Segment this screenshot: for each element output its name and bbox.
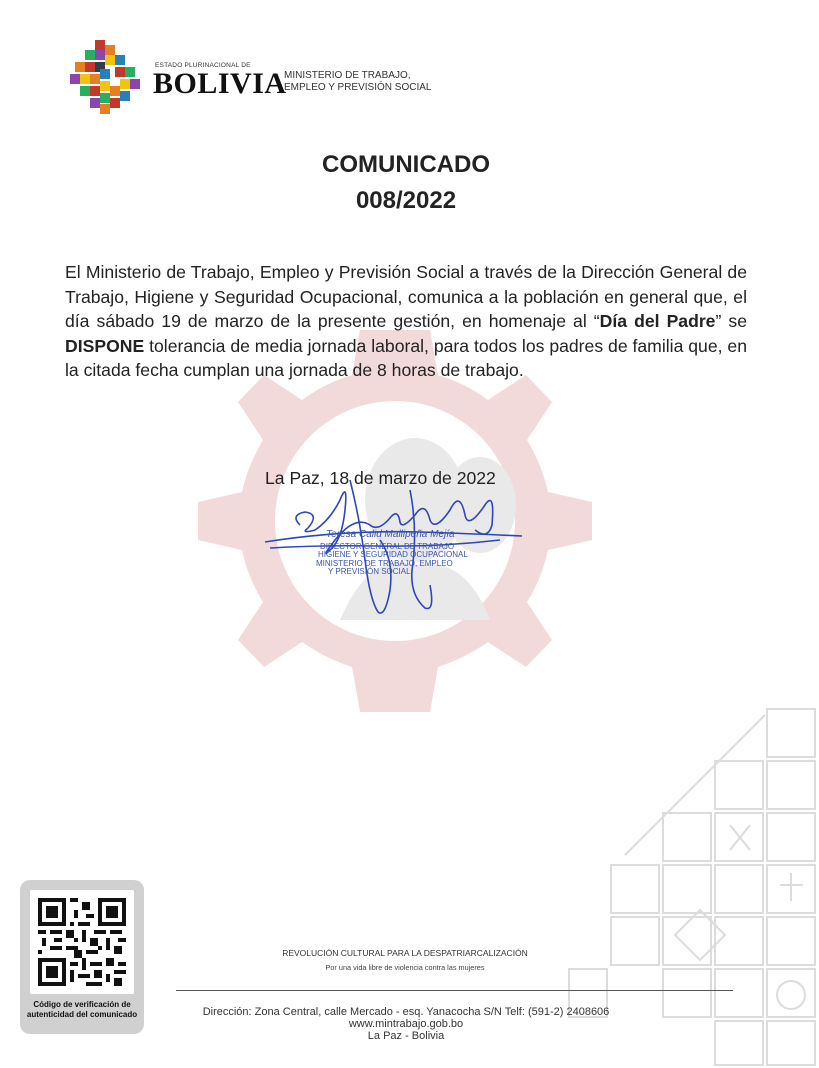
stamp-line3: MINISTERIO DE TRABAJO, EMPLEO xyxy=(316,558,453,568)
footer-website[interactable]: www.mintrabajo.gob.bo xyxy=(348,1018,464,1030)
stamp-line2: HIGIENE Y SEGURIDAD OCUPACIONAL xyxy=(318,550,468,559)
body-text-part2: ” se xyxy=(715,311,747,331)
qr-verification-caption xyxy=(20,1000,144,1020)
document-number: 008/2022 xyxy=(355,187,457,214)
qr-code[interactable] xyxy=(38,898,126,986)
footer-address: Dirección: Zona Central, calle Mercado - esq. Yanacocha S/N Telf: (591-2) 2408606 xyxy=(202,1006,610,1018)
body-text-part3: tolerancia de media jornada laboral, para todos los padres de familia que, en la citada fecha cumplan una jornada de 8 horas de trabajo. xyxy=(65,335,747,380)
place-and-date: La Paz, 18 de marzo de 2022 xyxy=(265,468,496,488)
footer-slogan: REVOLUCIÓN CULTURAL PARA LA DESPATRIARCALIZACIÓN xyxy=(282,948,528,958)
state-small-caption: ESTADO PLURINACIONAL DE xyxy=(155,62,251,69)
ministry-name xyxy=(284,70,431,94)
state-name-logo: BOLIVIA xyxy=(153,67,287,100)
ministry-name-line1: MINISTERIO DE TRABAJO, xyxy=(284,70,411,81)
stamp-name: Teresa Calid Mallipeña Mejía xyxy=(326,529,455,540)
wiphala-emblem xyxy=(70,40,140,114)
footer-sub-slogan: Por una vida libre de violencia contra las mujeres xyxy=(325,963,485,972)
body-bold-dispone: DISPONE xyxy=(65,335,145,356)
ministry-name-line2: EMPLEO Y PREVISIÓN SOCIAL xyxy=(284,82,432,93)
document-title: COMUNICADO xyxy=(322,151,490,178)
footer-city: La Paz - Bolivia xyxy=(367,1030,445,1042)
qr-caption-line1: Código de verificación de xyxy=(33,1000,131,1009)
body-bold-dia-del-padre: Día del Padre xyxy=(599,311,716,331)
stamp-line4: Y PREVISIÓN SOCIAL xyxy=(328,567,411,576)
qr-caption-line2: autenticidad del comunicado xyxy=(26,1010,138,1019)
stamp-line1: DIRECTOR GENERAL DE TRABAJO xyxy=(320,541,455,551)
communique-body xyxy=(65,260,747,383)
footer-address-block xyxy=(176,1006,636,1042)
official-stamp xyxy=(314,531,468,577)
footer-divider xyxy=(176,990,733,991)
body-text-part1: El Ministerio de Trabajo, Empleo y Previsión Social a través de la Dirección General de Trabajo, Higiene y Seguridad Ocupacional, comunica a la población en general que, el día sábado 19 de marzo de la presente gestión, en homenaje al “ xyxy=(65,262,747,331)
